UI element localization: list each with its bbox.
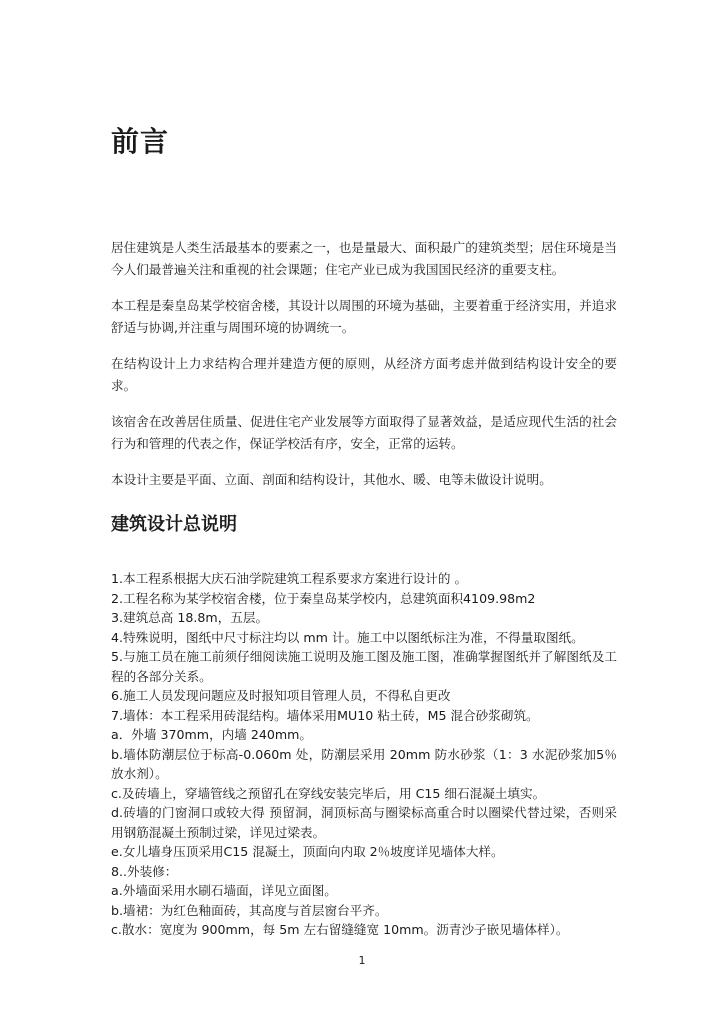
preface-paragraph: 本设计主要是平面、立面、剖面和结构设计，其他水、暖、电等未做设计说明。: [111, 472, 552, 487]
note-item: b.墙体防潮层位于标高-0.060m 处，防潮层采用 20mm 防水砂浆（1：3 水泥砂浆加5％放水剂）。: [111, 746, 617, 781]
preface-section: [111, 237, 617, 505]
preface-paragraph: 居住建筑是人类生活最基本的要素之一，也是量最大、面积最广的建筑类型；居住环境是当今人们最普遍关注和重视的社会课题；住宅产业已成为我国国民经济的重要支柱。: [111, 240, 617, 277]
note-item: a.外墙面采用水刷石墙面，详见立面图。: [111, 883, 337, 898]
preface-paragraph: 本工程是秦皇岛某学校宿舍楼，其设计以周围的环境为基础，主要着重于经济实用，并追求舒适与协调,并注重与周围环境的协调统一。: [111, 298, 617, 335]
note-item: 8..外装修：: [111, 863, 178, 879]
note-item: 2.工程名称为某学校宿舍楼，位于秦皇岛某学校内，总建筑面积4109.98m2: [111, 590, 536, 606]
page-number: 1: [358, 954, 366, 967]
note-item: c.及砖墙上，穿墙管线之预留孔在穿线安装完毕后，用 C15 细石混凝土填实。: [111, 785, 546, 801]
note-item: d.砖墙的门窗洞口或较大得 预留洞，洞顶标高与圈梁标高重合时以圈梁代替过梁，否则采用钢筋混凝土预制过梁，详见过梁表。: [111, 805, 617, 840]
note-item: 4.特殊说明，图纸中尺寸标注均以 mm 计。施工中以图纸标注为准，不得量取图纸。: [111, 629, 584, 645]
preface-paragraph: 该宿舍在改善居住质量、促进住宅产业发展等方面取得了显著效益，是适应现代生活的社会行为和管理的代表之作，保证学校活有序，安全，正常的运转。: [111, 414, 617, 451]
note-item: e.女儿墙身压顶采用C15 混凝土，顶面向内取 2％坡度详见墙体大样。: [111, 844, 504, 859]
note-item: 7.墙体：本工程采用砖混结构。墙体采用MU10 粘土砖，M5 混合砂浆砌筑。: [111, 707, 539, 723]
page-title: 前言: [111, 125, 170, 158]
note-item: 6.施工人员发现问题应及时报知项目管理人员，不得私自更改: [111, 688, 451, 703]
note-item: a．外墙 370mm，内墙 240mm。: [111, 727, 313, 742]
section-title: 建筑设计总说明: [111, 514, 237, 535]
note-item: c.散水：宽度为 900mm，每 5m 左右留缝缝宽 10mm。沥青沙子嵌见墙体样）。: [111, 922, 569, 937]
note-item: 5.与施工员在施工前须仔细阅读施工说明及施工图及施工图，准确掌握图纸并了解图纸及工程的各部分关系。: [111, 649, 617, 684]
preface-paragraph: 在结构设计上力求结构合理并建造方便的原则，从经济方面考虑并做到结构设计安全的要求。: [111, 356, 617, 393]
note-item: b.墙裙：为红色釉面砖，其高度与首层窗台平齐。: [111, 902, 388, 918]
note-item: 3.建筑总高 18.8m，五层。: [111, 610, 269, 625]
design-notes-list: [111, 569, 617, 940]
note-item: 1.本工程系根据大庆石油学院建筑工程系要求方案进行设计的 。: [111, 571, 468, 586]
